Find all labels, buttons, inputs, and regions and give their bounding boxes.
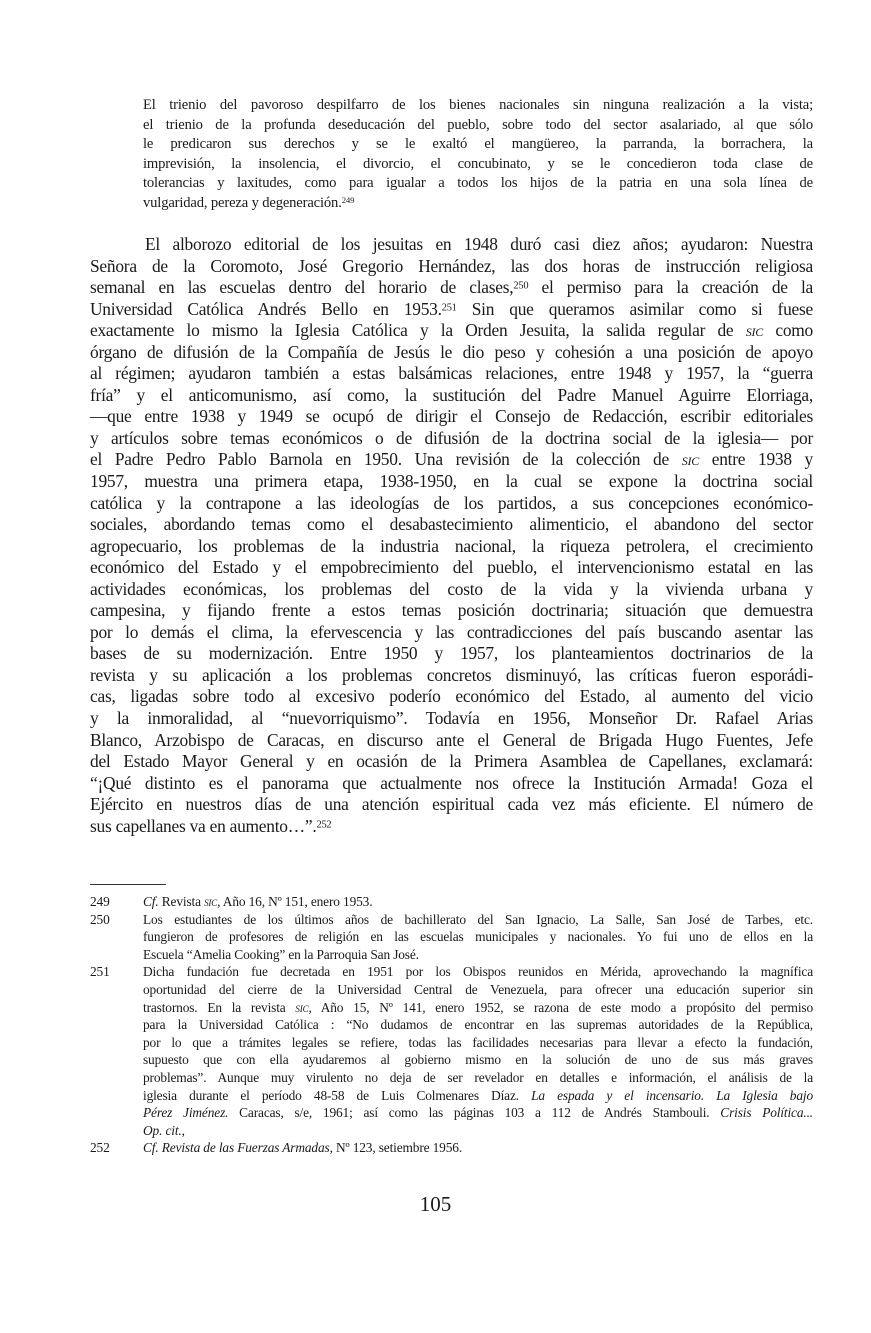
book-title: Crisis Política...: [720, 1105, 813, 1121]
quote-line: le predicaron sus derechos y se le exaltó el mangüereo, la parranda, la borrachera, la: [143, 136, 813, 153]
text: Cf.: [143, 894, 159, 909]
text: sus capellanes va en aumento…”.: [90, 815, 317, 836]
footnote-separator: [90, 884, 166, 885]
text: Sin que queramos asimilar como si fuese: [456, 298, 813, 319]
footnote-line: [143, 1104, 813, 1122]
footnote-number: 251: [90, 964, 110, 980]
paragraph-line: bases de su modernización. Entre 1950 y 1957, los planteamientos doctrinarios de la: [90, 643, 813, 664]
sic-title: sic: [204, 894, 218, 909]
footnote-line: por lo que a trámites legales se refiere, todas las facilidades necesarias para llevar a efecto la fundación,: [143, 1034, 813, 1050]
text: iglesia durante el período 48-58 de Luis Colmenares Díaz.: [143, 1087, 532, 1103]
paragraph-line: fría” y el anticomunismo, así como, la sustitución del Padre Manuel Aguirre Elorriaga,: [90, 384, 813, 405]
footnote-line: [143, 1087, 813, 1105]
footnote-252: [90, 1139, 813, 1157]
quote-line: imprevisión, la insolencia, el divorcio, el concubinato, y se le concedieron toda clase de: [143, 155, 813, 172]
paragraph-line: [90, 299, 813, 321]
quote-line: el trienio de la profunda deseducación del pueblo, sobre todo del sector asalariado, al que sólo: [143, 116, 813, 133]
paragraph-line: al régimen; ayudaron también a estas balsámicas relaciones, entre 1948 y 1957, la “guerra: [90, 363, 813, 384]
footnote-ref-252[interactable]: 252: [316, 819, 332, 831]
text: ,: [181, 1122, 185, 1138]
footnote-line: [143, 1139, 813, 1157]
footnote-250: [90, 911, 813, 964]
paragraph-line: por lo demás el clima, la efervescencia y las contradicciones del país buscando asentar las: [90, 621, 813, 642]
paragraph-line: económico del Estado y el empobrecimiento del pueblo, el intervencionismo estatal en las: [90, 557, 813, 578]
paragraph-line: Ejército en nuestros días de una atención espiritual cada vez más eficiente. El número de: [90, 794, 813, 815]
paragraph-line: El alborozo editorial de los jesuitas en 1948 duró casi diez años; ayudaron: Nuestra: [145, 234, 813, 254]
paragraph-line: campesina, y fijando frente a estos temas posición doctrinaria; situación que demuestra: [90, 600, 813, 621]
footnote-number: 250: [90, 911, 110, 927]
paragraph-line: sociales, abordando temas como el desabastecimiento alimenticio, el abandono del sector: [90, 514, 813, 535]
footnote-line: oportunidad del cierre de la Universidad Central de Venezuela, para ofrecer una educación superior sin: [143, 981, 813, 997]
footnote-line: para la Universidad Católica : “No dudamos de encontrar en las supremas autoridades de la República,: [143, 1017, 813, 1033]
paragraph-line: y artículos sobre temas económicos o de difusión de la doctrina social de la iglesia— por: [90, 427, 813, 448]
main-paragraph: [90, 234, 813, 837]
footnote-ref-251[interactable]: 251: [441, 301, 457, 313]
footnote-line: Los estudiantes de los últimos años de bachillerato del San Ignacio, La Salle, San José de Tarbes, etc.: [143, 911, 813, 927]
footnote-line: [143, 893, 813, 911]
text: , Nº 123, setiembre 1956.: [329, 1140, 463, 1156]
footnotes: [90, 893, 813, 1157]
paragraph-line: del Estado Mayor General y en ocasión de la Primera Asamblea de Capellanes, exclamará:: [90, 751, 813, 772]
paragraph-line: católica y la contrapone a las ideologías de los partidos, a sus concepciones económico-: [90, 492, 813, 513]
paragraph-line: Señora de la Coromoto, José Gregorio Hernández, las dos horas de instrucción religiosa: [90, 255, 813, 276]
sic-title: sic: [745, 320, 763, 341]
paragraph-line: [90, 816, 813, 838]
footnote-ref-249[interactable]: 249: [341, 195, 355, 206]
quote-line: tolerancias y laxitudes, como para igualar a todos los hijos de la patria en una sola línea de: [143, 175, 813, 192]
text: Caracas, s/e, 1961; así como las páginas 103 a 112 de Andrés Stambouli.: [228, 1105, 721, 1121]
text: entre 1938 y: [698, 449, 813, 470]
footnote-number: 249: [90, 894, 110, 909]
footnote-line: [143, 999, 813, 1017]
quote-line: El trienio del pavoroso despilfarro de los bienes nacionales sin ninguna realización a la vista;: [143, 97, 813, 113]
paragraph-line: 1957, muestra una primera etapa, 1938-1950, en la cual se expone la doctrina social: [90, 471, 813, 492]
footnote-line: Escuela “Amelia Cooking” en la Parroquia San José.: [143, 946, 419, 962]
paragraph-line: —que entre 1938 y 1949 se ocupó de dirigir el Consejo de Redacción, escribir editoriales: [90, 406, 813, 427]
text: el Padre Pedro Pablo Barnola en 1950. Una revisión de la colección de: [90, 449, 682, 470]
footnote-line: supuesto que con ella ayudaremos al gobierno mismo en la solución de uno de sus más graves: [143, 1052, 813, 1068]
quote-line-text: vulgaridad, pereza y degeneración.: [143, 194, 342, 211]
footnote-number: 252: [90, 1140, 110, 1156]
paragraph-line: cas, ligadas sobre todo al excesivo poderío económico del Estado, al aumento del vicio: [90, 686, 813, 707]
paragraph-line: actividades económicas, los problemas del costo de la vida y la vivienda urbana y: [90, 578, 813, 599]
text: semanal en las escuelas dentro del horario de clases,: [90, 277, 514, 298]
paragraph-line: revista y su aplicación a los problemas concretos disminuyó, las críticas fueron esporádi-: [90, 664, 813, 685]
text: Revista: [158, 894, 205, 909]
footnote-249: [90, 893, 813, 911]
paragraph-line: [90, 277, 813, 299]
footnote-line: fungieron de profesores de religión en las escuelas municipales y nacionales. Yo fui uno de ellos en la: [143, 929, 813, 945]
text: exactamente lo mismo la Iglesia Católica y la Orden Jesuita, la salida regular de: [90, 320, 746, 341]
paragraph-line: agropecuario, los problemas de la industria nacional, la riqueza petrolera, el crecimiento: [90, 535, 813, 556]
text: el permiso para la creación de la: [528, 277, 814, 298]
text: Op. cit.: [143, 1122, 182, 1138]
paragraph-line: Blanco, Arzobispo de Caracas, en discurso ante el General de Brigada Hugo Fuentes, Jefe: [90, 729, 813, 750]
sic-title: sic: [295, 999, 309, 1015]
page-number: 105: [419, 1192, 452, 1216]
book-title: Pérez Jiménez.: [143, 1105, 229, 1121]
footnote-line: Dicha fundación fue decretada en 1951 por los Obispos reunidos en Mérida, aprovechando la magnífica: [143, 964, 813, 980]
text: , Año 16, Nº 151, enero 1953.: [217, 894, 373, 909]
text: como: [763, 320, 813, 341]
paragraph-line: [90, 320, 813, 342]
footnote-line: problemas”. Aunque muy virulento no deja de ser revelador en detalles e información, el análisis de la: [143, 1069, 813, 1085]
book-title: La espada y el incensario. La Iglesia bajo: [531, 1087, 813, 1103]
text: Universidad Católica Andrés Bello en 1953.: [90, 298, 442, 319]
paragraph-line: y la inmoralidad, al “nuevorriquismo”. Todavía en 1956, Monseñor Dr. Rafael Arias: [90, 708, 813, 729]
sic-title: sic: [681, 449, 699, 470]
paragraph-line: órgano de difusión de la Compañía de Jesús le dio peso y cohesión a una posición de apoyo: [90, 341, 813, 362]
paragraph-line: “¡Qué distinto es el panorama que actualmente nos ofrece la Institución Armada! Goza el: [90, 772, 813, 793]
text: , Año 15, Nº 141, enero 1952, se razona de este modo a propósito del permiso: [308, 999, 813, 1015]
footnote-ref-250[interactable]: 250: [513, 280, 529, 292]
paragraph-line: [90, 449, 813, 471]
journal-title: Cf. Revista de las Fuerzas Armadas: [143, 1140, 330, 1156]
block-quote: [143, 96, 813, 214]
footnote-line: [143, 1122, 813, 1140]
footnote-251: [90, 963, 813, 1139]
text: trastornos. En la revista: [143, 999, 296, 1015]
quote-line: [143, 194, 813, 214]
